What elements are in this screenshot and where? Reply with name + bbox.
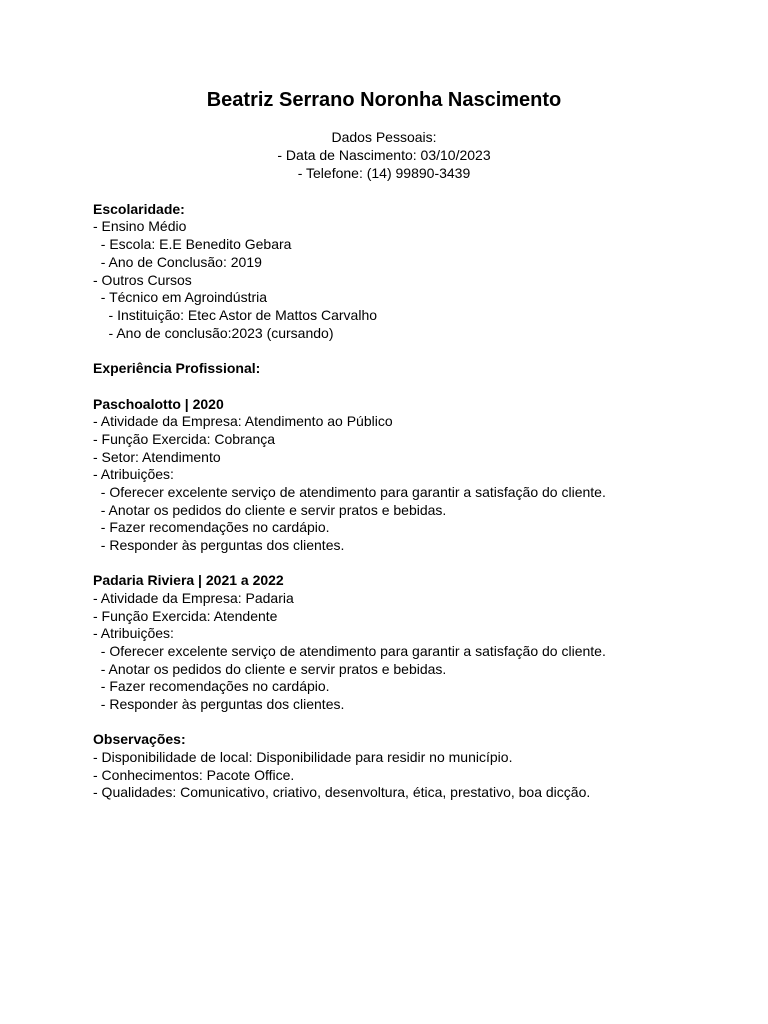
job-detail-line: - Atividade da Empresa: Padaria	[93, 590, 294, 606]
job-detail-line: - Oferecer excelente serviço de atendimento para garantir a satisfação do cliente.	[93, 643, 606, 659]
education-line: - Instituição: Etec Astor de Mattos Carvalho	[93, 307, 378, 323]
observation-line: - Conhecimentos: Pacote Office.	[93, 767, 295, 783]
job-detail-line: - Fazer recomendações no cardápio.	[93, 678, 330, 694]
job-detail-line: - Anotar os pedidos do cliente e servir pratos e bebidas.	[93, 661, 447, 677]
job-detail-line: - Atividade da Empresa: Atendimento ao Público	[93, 413, 393, 429]
personal-data-heading: Dados Pessoais:	[331, 129, 437, 145]
birth-date-line: - Data de Nascimento: 03/10/2023	[277, 147, 491, 163]
education-line: - Outros Cursos	[93, 272, 192, 288]
job-detail-line: - Função Exercida: Cobrança	[93, 431, 276, 447]
job-detail-line: - Fazer recomendações no cardápio.	[93, 519, 330, 535]
job-detail-line: - Responder às perguntas dos clientes.	[93, 696, 345, 712]
job-detail-line: - Oferecer excelente serviço de atendimento para garantir a satisfação do cliente.	[93, 484, 606, 500]
observation-line: - Disponibilidade de local: Disponibilidade para residir no município.	[93, 749, 513, 765]
job-detail-line: - Atribuições:	[93, 625, 174, 641]
job-detail-line: - Setor: Atendimento	[93, 449, 221, 465]
education-line: - Ensino Médio	[93, 218, 187, 234]
observations-heading: Observações:	[93, 731, 186, 747]
job-title-paschoalotto: Paschoalotto | 2020	[93, 396, 224, 412]
education-heading: Escolaridade:	[93, 201, 185, 217]
job-detail-line: - Anotar os pedidos do cliente e servir pratos e bebidas.	[93, 502, 447, 518]
education-line: - Técnico em Agroindústria	[93, 289, 268, 305]
job-title-padaria-riviera: Padaria Riviera | 2021 a 2022	[93, 572, 284, 588]
education-line: - Escola: E.E Benedito Gebara	[93, 236, 292, 252]
education-line: - Ano de Conclusão: 2019	[93, 254, 262, 270]
job-detail-line: - Atribuições:	[93, 466, 174, 482]
experience-heading: Experiência Profissional:	[93, 360, 261, 376]
observation-line: - Qualidades: Comunicativo, criativo, desenvoltura, ética, prestativo, boa dicção.	[93, 784, 591, 800]
job-detail-line: - Função Exercida: Atendente	[93, 608, 278, 624]
job-detail-line: - Responder às perguntas dos clientes.	[93, 537, 345, 553]
education-line: - Ano de conclusão:2023 (cursando)	[93, 325, 334, 341]
candidate-name: Beatriz Serrano Noronha Nascimento	[206, 89, 562, 111]
phone-line: - Telefone: (14) 99890-3439	[297, 165, 471, 181]
